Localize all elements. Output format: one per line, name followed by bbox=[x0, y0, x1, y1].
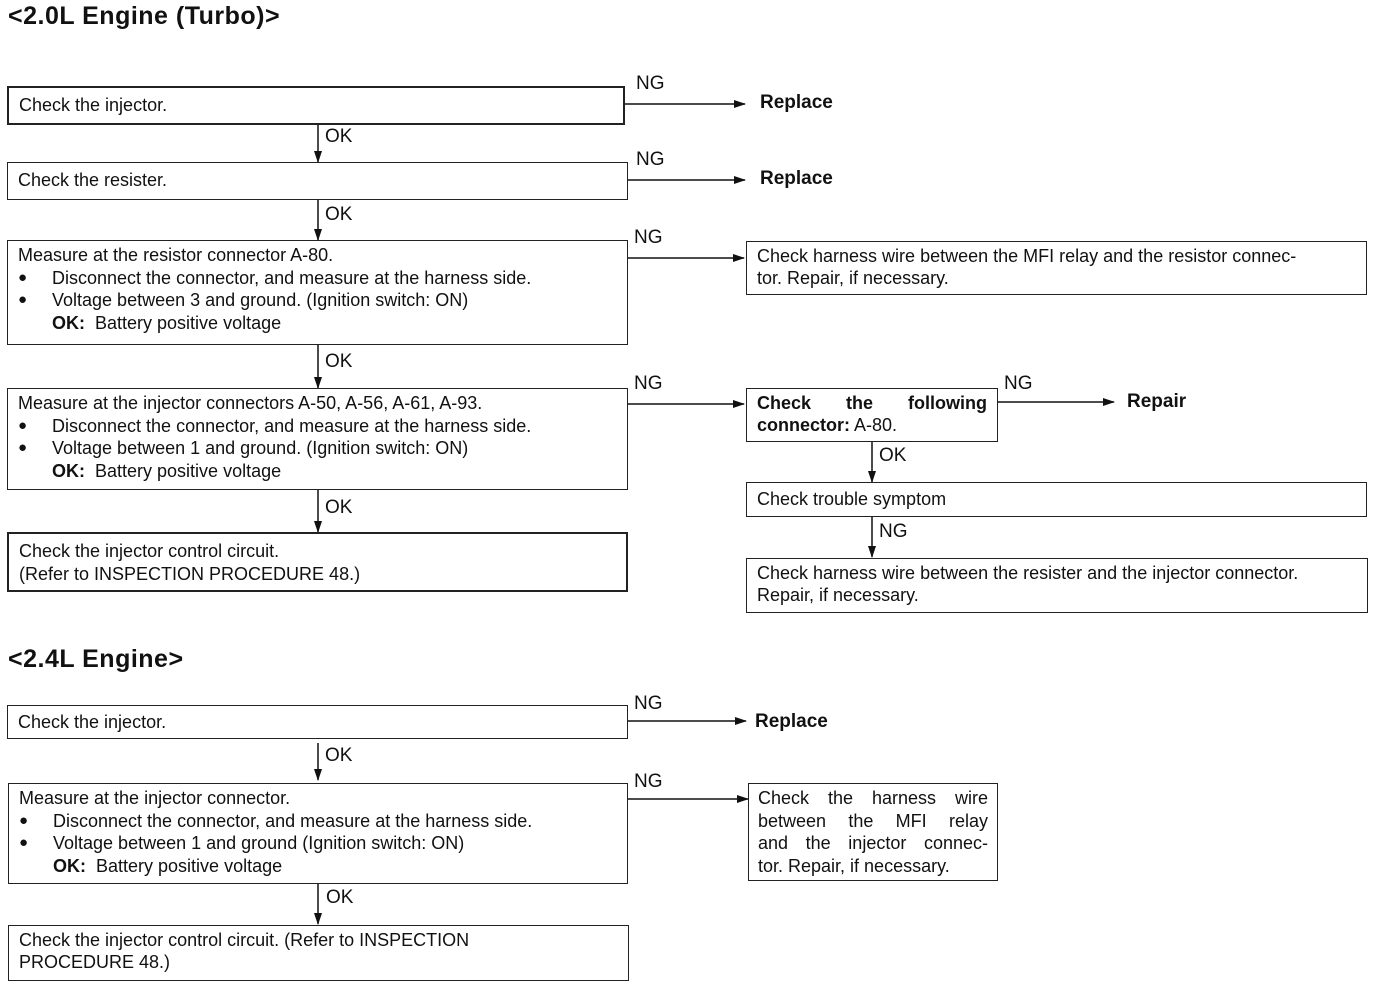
turbo-step-control-circuit bbox=[7, 532, 628, 592]
turbo-step4-bullet2: ● Voltage between 1 and ground. (Ignition switch: ON) bbox=[18, 437, 617, 460]
turbo-step-check-injector bbox=[7, 86, 625, 125]
na-step2-ng-box bbox=[748, 783, 998, 881]
turbo-step3-bullet1: ● Disconnect the connector, and measure at the harness side. bbox=[18, 267, 617, 290]
turbo-step4-ok-label: OK bbox=[325, 497, 353, 518]
na-step2-ng-result-4: tor. Repair, if necessary. bbox=[758, 855, 950, 876]
turbo-connector-line2 bbox=[757, 414, 987, 436]
na-step2-ng-result-2: between the MFI relay bbox=[758, 810, 988, 831]
section-title-turbo: <2.0L Engine (Turbo)> bbox=[8, 2, 281, 30]
na-step2-bullet1: ● Disconnect the connector, and measure at the harness side. bbox=[19, 810, 617, 833]
turbo-step3-ok-value: Battery positive voltage bbox=[95, 312, 282, 333]
turbo-connector-value: A-80. bbox=[854, 415, 898, 435]
turbo-connector-ng-label: NG bbox=[1004, 373, 1033, 394]
turbo-step5-line1: Check the injector control circuit. bbox=[19, 541, 280, 561]
turbo-step2-ng-label: NG bbox=[636, 149, 665, 170]
turbo-connector-ok-label: OK bbox=[879, 445, 907, 466]
turbo-step5-line2: (Refer to INSPECTION PROCEDURE 48.) bbox=[19, 563, 361, 584]
turbo-step2-ok-label: OK bbox=[325, 204, 353, 225]
section-title-na: <2.4L Engine> bbox=[8, 645, 184, 673]
turbo-step3-line1: Measure at the resistor connector A-80. bbox=[18, 245, 334, 265]
na-step2-ok-criteria bbox=[19, 855, 617, 878]
turbo-step2-ng-result: Replace bbox=[760, 168, 833, 189]
na-step-control-circuit bbox=[8, 925, 629, 981]
na-step3-line2: PROCEDURE 48.) bbox=[19, 952, 171, 972]
turbo-connector-line1: Check the following bbox=[757, 393, 987, 413]
turbo-step3-bullet2: ● Voltage between 3 and ground. (Ignition switch: ON) bbox=[18, 289, 617, 312]
turbo-step1-ng-label: NG bbox=[636, 73, 665, 94]
turbo-step1-ok-label: OK bbox=[325, 126, 353, 147]
turbo-step3-ok-criteria bbox=[18, 312, 617, 335]
na-step2-ok-value: Battery positive voltage bbox=[96, 855, 283, 876]
na-step1-ok-label: OK bbox=[325, 745, 353, 766]
na-step1-ng-result: Replace bbox=[755, 711, 828, 732]
turbo-connector-key: connector: bbox=[757, 415, 851, 435]
turbo-step4-bullet1: ● Disconnect the connector, and measure at the harness side. bbox=[18, 415, 617, 438]
turbo-step2-text: Check the resister. bbox=[18, 170, 168, 190]
turbo-connector-ng-result: Repair bbox=[1127, 391, 1187, 412]
turbo-check-connector-box bbox=[746, 388, 998, 442]
na-step2-ok-label: OK bbox=[326, 887, 354, 908]
turbo-step-measure-resistor bbox=[7, 240, 628, 345]
na-step2-ng-result-3: and the injector connec- bbox=[758, 833, 988, 853]
turbo-harness-line2: Repair, if necessary. bbox=[757, 585, 919, 605]
na-step-measure-injector bbox=[8, 783, 628, 884]
na-step2-ng-label: NG bbox=[634, 771, 663, 792]
turbo-step4-ok-key: OK: bbox=[52, 460, 85, 481]
turbo-symptom-ng-label: NG bbox=[879, 521, 908, 542]
turbo-trouble-symptom-box bbox=[746, 482, 1367, 517]
turbo-step4-ok-criteria bbox=[18, 460, 617, 483]
turbo-symptom-text: Check trouble symptom bbox=[757, 489, 947, 509]
turbo-step3-ng-label: NG bbox=[634, 227, 663, 248]
turbo-step4-line1: Measure at the injector connectors A-50, A-56, A-61, A-93. bbox=[18, 393, 483, 413]
na-step1-text: Check the injector. bbox=[18, 712, 167, 732]
turbo-step3-ng-result-2: tor. Repair, if necessary. bbox=[757, 268, 949, 288]
turbo-step4-ng-label: NG bbox=[634, 373, 663, 394]
turbo-step3-ok-label: OK bbox=[325, 351, 353, 372]
na-step2-ng-result-1: Check the harness wire bbox=[758, 788, 988, 808]
na-step3-line1: Check the injector control circuit. (Refer to INSPECTION bbox=[19, 930, 470, 950]
na-step2-bullet2: ● Voltage between 1 and ground (Ignition switch: ON) bbox=[19, 832, 617, 855]
turbo-step-check-resister bbox=[7, 162, 628, 200]
na-step-check-injector bbox=[7, 705, 628, 739]
na-step2-ok-key: OK: bbox=[53, 855, 86, 876]
turbo-step1-ng-result: Replace bbox=[760, 92, 833, 113]
na-step2-line1: Measure at the injector connector. bbox=[19, 788, 291, 808]
turbo-step3-ng-result-1: Check harness wire between the MFI relay and the resistor connec- bbox=[757, 246, 1297, 266]
turbo-step3-ok-key: OK: bbox=[52, 312, 85, 333]
turbo-step-measure-injector bbox=[7, 388, 628, 490]
turbo-harness-check-box bbox=[746, 558, 1368, 613]
turbo-step4-ok-value: Battery positive voltage bbox=[95, 460, 282, 481]
na-step1-ng-label: NG bbox=[634, 693, 663, 714]
turbo-step3-ng-box bbox=[746, 241, 1367, 295]
turbo-step1-text: Check the injector. bbox=[19, 95, 168, 115]
turbo-harness-line1: Check harness wire between the resister and the injector connector. bbox=[757, 563, 1299, 583]
